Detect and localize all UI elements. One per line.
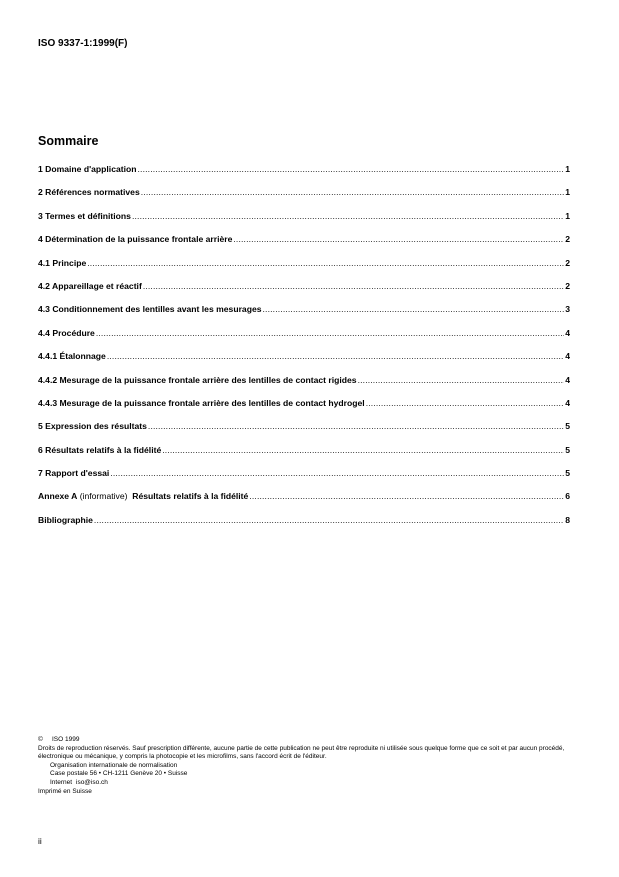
toc-entry-rapport[interactable] [38, 468, 570, 491]
copyright-symbol: © [38, 736, 43, 743]
toc-entry-expression[interactable] [38, 421, 570, 444]
document-id: ISO 9337-1:1999(F) [38, 38, 128, 49]
toc-annex-title: Résultats relatifs à la fidélité [132, 491, 249, 502]
toc-leader [148, 421, 564, 431]
toc-entry-page: 1 [565, 187, 570, 198]
toc-entry-page: 3 [565, 304, 570, 315]
copyright-year: ISO 1999 [52, 736, 80, 743]
toc-title: Sommaire [38, 134, 99, 148]
toc-leader [138, 164, 565, 174]
toc-leader [162, 445, 564, 455]
toc-entry-page: 4 [565, 374, 570, 385]
toc-entry-title: 4.4.2 Mesurage de la puissance frontale arrière des lentilles de contact rigides [38, 374, 357, 385]
toc-entry-page: 1 [565, 164, 570, 174]
toc-entry-page: 4 [565, 351, 570, 362]
copyright-organisation: Organisation internationale de normalisation [50, 761, 178, 769]
toc-entry-title: 4.4 Procédure [38, 327, 95, 338]
toc-leader [87, 258, 564, 268]
toc-leader [143, 281, 564, 291]
toc-entry-title: 1 Domaine d'application [38, 164, 137, 174]
toc-entry-annexe-a[interactable] [38, 491, 570, 514]
toc-leader [249, 491, 564, 501]
toc-entry-termes[interactable] [38, 211, 570, 234]
page-number: ii [38, 836, 42, 846]
toc-entry-principe[interactable] [38, 258, 570, 281]
internet-label: Internet [50, 778, 73, 786]
toc-leader [132, 211, 564, 221]
toc-entry-title: Bibliographie [38, 514, 93, 525]
toc-entry-page: 4 [565, 327, 570, 338]
toc-entry-title: 4.4.3 Mesurage de la puissance frontale arrière des lentilles de contact hydrogel [38, 397, 365, 408]
toc-leader [107, 351, 564, 361]
copyright-internet [38, 779, 574, 788]
toc-entry-title: 5 Expression des résultats [38, 421, 147, 432]
toc-entry-procedure[interactable] [38, 328, 570, 351]
toc-entry-title: 4.1 Principe [38, 257, 87, 268]
toc-leader [96, 328, 564, 338]
toc-entry-page: 5 [565, 421, 570, 432]
copyright-rights: Droits de reproduction réservés. Sauf prescription différente, aucune partie de cette publication ne peut être reproduite ni utilisée sous quelque forme que ce soit et par aucun procédé, électronique ou mécanique, y compris la photocopie et les microfilms, sans l'accord écrit de l'éditeur. [38, 744, 565, 761]
toc-entry-page: 2 [565, 280, 570, 291]
toc-leader [233, 234, 564, 244]
toc-entry-title: 4.4.1 Étalonnage [38, 351, 106, 362]
toc-leader [263, 304, 565, 314]
toc-entry-page: 5 [565, 468, 570, 479]
toc-entry-references[interactable] [38, 187, 570, 210]
toc-entry-page: 4 [565, 397, 570, 408]
toc-entry-page: 5 [565, 444, 570, 455]
toc-entry-bibliographie[interactable] [38, 515, 570, 538]
toc-entry-page: 2 [565, 234, 570, 245]
toc-entry-title: 4.2 Appareillage et réactif [38, 280, 142, 291]
toc-annex-prefix: Annexe A [38, 491, 78, 502]
toc-entry-etalonnage[interactable] [38, 351, 570, 374]
toc-entry-fidelite[interactable] [38, 445, 570, 468]
toc-entry-title: 7 Rapport d'essai [38, 468, 110, 479]
toc-entry-determination[interactable] [38, 234, 570, 257]
table-of-contents [38, 164, 570, 538]
toc-leader [110, 468, 564, 478]
toc-entry-mesurage-hydrogel[interactable] [38, 398, 570, 421]
toc-leader [94, 515, 564, 525]
copyright-printed: Imprimé en Suisse [38, 787, 92, 795]
toc-entry-domaine[interactable] [38, 164, 570, 187]
toc-leader [141, 187, 564, 197]
copyright-notice [38, 736, 574, 796]
toc-entry-page: 8 [565, 514, 570, 525]
toc-leader [366, 398, 565, 408]
toc-annex-note: (informative) [79, 491, 128, 502]
toc-entry-title: 2 Références normatives [38, 187, 140, 198]
toc-entry-title: 3 Termes et définitions [38, 210, 131, 221]
internet-email[interactable]: iso@iso.ch [76, 778, 108, 786]
toc-entry-page: 6 [565, 491, 570, 502]
toc-entry-appareillage[interactable] [38, 281, 570, 304]
toc-leader [358, 375, 565, 385]
toc-entry-title: 6 Résultats relatifs à la fidélité [38, 444, 162, 455]
toc-entry-mesurage-rigides[interactable] [38, 375, 570, 398]
toc-entry-title: 4 Détermination de la puissance frontale arrière [38, 234, 233, 245]
toc-entry-page: 2 [565, 257, 570, 268]
copyright-line [38, 736, 574, 745]
copyright-address: Case postale 56 • CH-1211 Genève 20 • Suisse [50, 770, 188, 778]
toc-entry-title: 4.3 Conditionnement des lentilles avant les mesurages [38, 304, 262, 315]
toc-entry-conditionnement[interactable] [38, 304, 570, 327]
toc-entry-page: 1 [565, 210, 570, 221]
